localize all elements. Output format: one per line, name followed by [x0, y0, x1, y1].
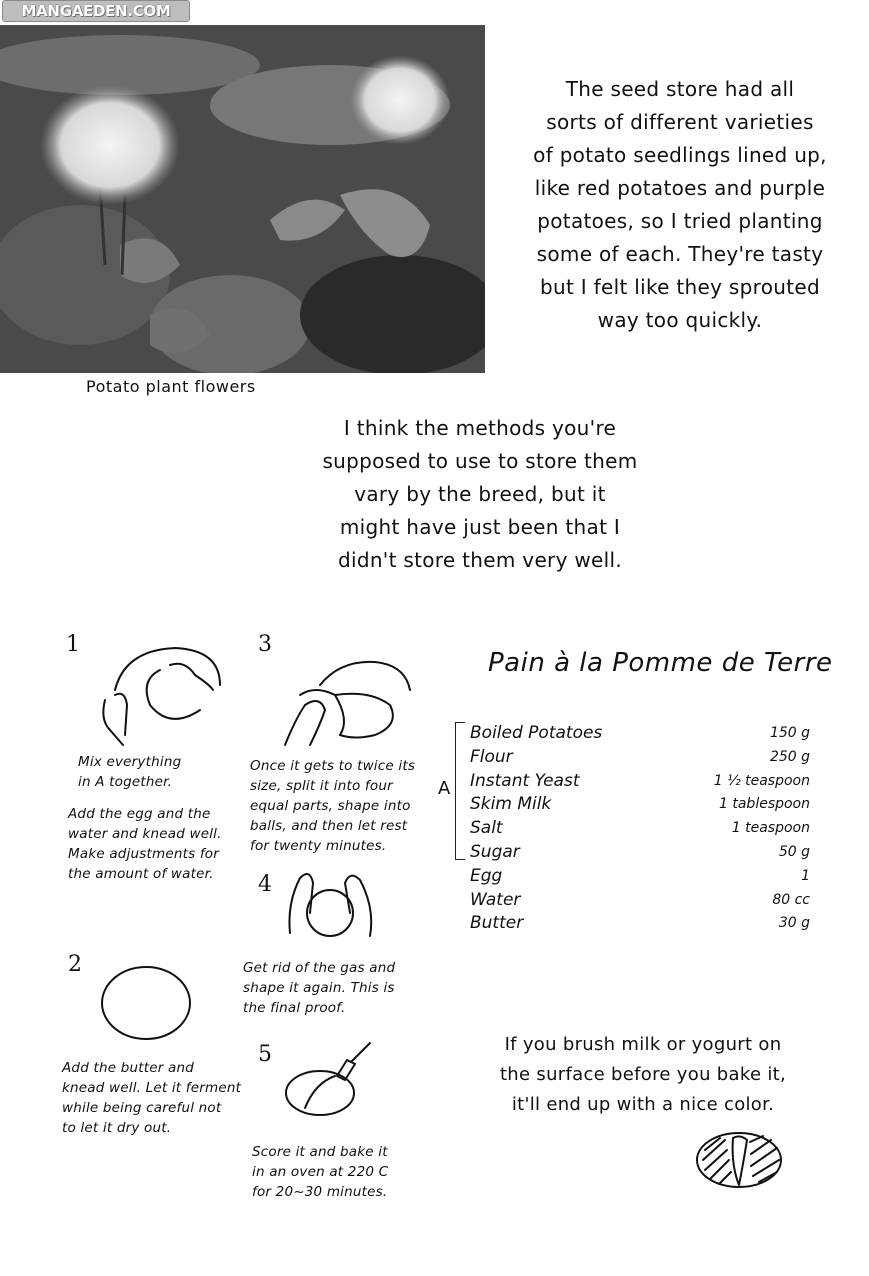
step-2-text — [62, 1058, 241, 1138]
hands-mixing-dough-icon — [95, 640, 225, 750]
ingredient-name: Instant Yeast — [470, 770, 580, 791]
ingredient-group-label: A — [438, 778, 451, 799]
step-line: shape it again. This is — [243, 980, 395, 996]
ingredient-qty: 1 teaspoon — [731, 820, 810, 837]
note-storage — [300, 412, 660, 577]
recipe-title: Pain à la Pomme de Terre — [488, 648, 833, 678]
step-line: in A together. — [78, 774, 173, 790]
note-line: vary by the breed, but it — [354, 482, 606, 506]
ingredient-row — [470, 817, 810, 841]
baked-bread-loaf-icon — [695, 1130, 785, 1192]
step-5-number: 5 — [258, 1042, 272, 1067]
ingredient-row — [470, 865, 810, 889]
step-line: balls, and then let rest — [250, 818, 408, 834]
note-line: If you brush milk or yogurt on — [504, 1034, 782, 1055]
hands-splitting-dough-icon — [280, 650, 415, 750]
ingredient-qty: 80 cc — [772, 891, 810, 908]
note-line: way too quickly. — [597, 308, 763, 332]
ingredient-name: Water — [470, 889, 521, 910]
ingredient-name: Egg — [470, 865, 503, 886]
photo-caption: Potato plant flowers — [86, 377, 256, 396]
note-line: the surface before you bake it, — [499, 1064, 787, 1085]
ingredient-row — [470, 722, 810, 746]
dough-ball-icon — [100, 965, 195, 1045]
step-line: for 20~30 minutes. — [252, 1184, 388, 1200]
ingredient-qty: 1 — [801, 867, 810, 884]
ingredient-row — [470, 746, 810, 770]
ingredient-name: Skim Milk — [470, 794, 552, 815]
ingredient-name: Boiled Potatoes — [470, 723, 603, 743]
step-line: for twenty minutes. — [250, 838, 387, 854]
step-line: Get rid of the gas and — [243, 960, 396, 976]
step-line: while being careful not — [62, 1100, 222, 1116]
watermark: MANGAEDEN.COM — [2, 0, 190, 22]
step-5-text — [252, 1142, 388, 1202]
ingredient-group-bracket — [455, 722, 465, 860]
note-line: but I felt like they sprouted — [540, 275, 820, 299]
step-3-number: 3 — [258, 632, 272, 657]
note-line: I think the methods you're — [343, 416, 617, 440]
note-line: like red potatoes and purple — [534, 176, 826, 200]
note-line: might have just been that I — [339, 515, 621, 539]
ingredient-name: Salt — [470, 818, 503, 839]
step-line: size, split it into four — [250, 778, 393, 794]
note-line: sorts of different varieties — [546, 110, 814, 134]
note-line: didn't store them very well. — [337, 548, 622, 572]
ingredient-row — [470, 912, 810, 936]
potato-plant-flowers-photo — [0, 25, 485, 373]
ingredient-row — [470, 793, 810, 817]
note-line: of potato seedlings lined up, — [533, 143, 827, 167]
ingredient-qty: 150 g — [769, 725, 810, 741]
step-4-number: 4 — [258, 872, 272, 897]
hands-shaping-ball-icon — [285, 868, 380, 943]
step-line: the amount of water. — [68, 866, 214, 882]
ingredient-list — [470, 722, 810, 936]
step-line: Mix everything — [78, 754, 182, 770]
step-1-number: 1 — [66, 632, 80, 657]
ingredient-name: Flour — [470, 746, 513, 767]
ingredient-qty: 50 g — [778, 843, 810, 860]
step-4-text — [243, 958, 395, 1018]
ingredient-qty: 250 g — [769, 748, 810, 765]
ingredient-qty: 1 tablespoon — [719, 796, 810, 813]
ingredient-name: Sugar — [470, 841, 520, 862]
step-1-text — [78, 752, 181, 792]
ingredient-qty: 1 ½ teaspoon — [713, 772, 810, 789]
ingredient-row — [470, 841, 810, 865]
note-line: it'll end up with a nice color. — [511, 1094, 775, 1115]
ingredient-name: Butter — [470, 913, 524, 934]
ingredient-qty: 30 g — [778, 915, 810, 932]
ingredient-row — [470, 770, 810, 794]
step-line: Once it gets to twice its — [250, 758, 416, 774]
note-line: potatoes, so I tried planting — [537, 209, 823, 233]
note-line: supposed to use to store them — [322, 449, 638, 473]
note-line: The seed store had all — [565, 77, 795, 101]
step-1-extra-text — [68, 804, 222, 884]
step-line: equal parts, shape into — [250, 798, 411, 814]
step-2-number: 2 — [68, 952, 82, 977]
scoring-loaf-with-blade-icon — [285, 1038, 375, 1118]
note-brushing-tip — [478, 1030, 808, 1120]
note-seed-store — [500, 73, 860, 337]
step-line: Score it and bake it — [252, 1144, 388, 1160]
note-line: some of each. They're tasty — [536, 242, 824, 266]
step-line: water and knead well. — [68, 826, 222, 842]
step-line: Add the butter and — [62, 1060, 194, 1076]
step-line: the final proof. — [243, 1000, 346, 1016]
ingredient-row — [470, 889, 810, 913]
step-line: in an oven at 220 C — [252, 1164, 389, 1180]
step-line: to let it dry out. — [62, 1120, 172, 1136]
step-3-text — [250, 756, 415, 856]
step-line: knead well. Let it ferment — [62, 1080, 242, 1096]
step-line: Add the egg and the — [68, 806, 211, 822]
step-line: Make adjustments for — [68, 846, 220, 862]
